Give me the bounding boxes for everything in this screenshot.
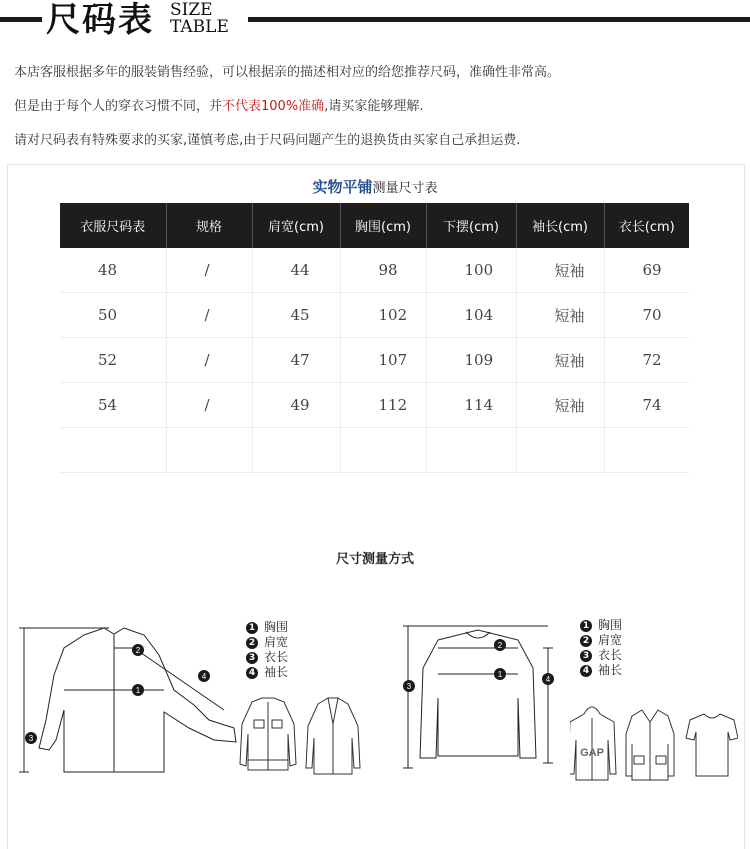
jacket-icons [234, 694, 364, 778]
legend-num: 4 [246, 667, 258, 679]
tshirt-icon [686, 714, 738, 776]
legend-label: 肩宽 [264, 635, 289, 649]
cell-spec: / [166, 248, 252, 293]
legend-num: 1 [580, 620, 592, 632]
legend-label: 衣长 [598, 648, 623, 662]
note-line-2-highlight: 不代表100%准确 [222, 99, 325, 114]
marker-1: 1 [135, 686, 141, 695]
marker-4: 4 [545, 675, 551, 684]
method-title: 尺寸测量方式 [335, 552, 414, 567]
title-en-line2: TABLE [170, 17, 229, 37]
marker-1: 1 [497, 670, 503, 679]
legend-num: 3 [580, 650, 592, 662]
marker-3: 3 [406, 682, 412, 691]
cell-chest: 112 [340, 383, 426, 428]
cell-hem: 100 [426, 248, 516, 293]
legend-num: 2 [580, 635, 592, 647]
table-header-row [60, 203, 689, 248]
table-title-rest: 测量尺寸表 [372, 181, 438, 196]
note-line-2-b: ,请买家能够理解. [324, 99, 424, 114]
legend-item [580, 633, 622, 648]
header-size: 衣服尺码表 [60, 203, 166, 248]
note-line-3: 请对尺码表有特殊要求的买家,谨慎考虑,由于尺码问题产生的退换货由买家自己承担运费. [14, 133, 521, 148]
cell-sleeve: 短袖 [516, 248, 604, 293]
cell-shoulder: 45 [252, 293, 340, 338]
marker-2: 2 [135, 646, 141, 655]
legend-item [246, 635, 288, 650]
header-spec: 规格 [166, 203, 252, 248]
legend-item [580, 648, 622, 663]
cell-sleeve: 短袖 [516, 338, 604, 383]
marker-2: 2 [497, 641, 503, 650]
legend-num: 3 [246, 652, 258, 664]
hoodie-icon [570, 707, 616, 780]
table-row-empty [60, 428, 689, 473]
notes [14, 64, 560, 166]
legend-num: 4 [580, 665, 592, 677]
table-row [60, 248, 689, 293]
cell-hem: 109 [426, 338, 516, 383]
cell-size: 54 [60, 383, 166, 428]
cell-length: 72 [604, 338, 689, 383]
legend-right [580, 618, 622, 678]
cell-chest: 102 [340, 293, 426, 338]
cell-shoulder: 49 [252, 383, 340, 428]
header-shoulder: 肩宽(cm) [252, 203, 340, 248]
cell-length: 74 [604, 383, 689, 428]
legend-item [246, 650, 288, 665]
legend-label: 胸围 [264, 620, 289, 634]
marker-4: 4 [201, 672, 207, 681]
cell-size: 52 [60, 338, 166, 383]
legend-label: 肩宽 [598, 633, 623, 647]
legend-label: 袖长 [598, 663, 623, 677]
cell-spec: / [166, 293, 252, 338]
shirt-diagram [14, 600, 250, 780]
page-header [0, 0, 750, 44]
legend-num: 2 [246, 637, 258, 649]
legend-num: 1 [246, 622, 258, 634]
header-sleeve: 袖长(cm) [516, 203, 604, 248]
cell-spec: / [166, 383, 252, 428]
sweater-diagram [398, 608, 568, 780]
cell-size: 50 [60, 293, 166, 338]
header-bar-left [0, 17, 42, 22]
table-row [60, 383, 689, 428]
legend-label: 袖长 [264, 665, 289, 679]
legend-left [246, 620, 288, 680]
page-title: 尺码表 [46, 0, 154, 40]
header-bar-right [248, 17, 750, 22]
cell-shoulder: 47 [252, 338, 340, 383]
table-row [60, 293, 689, 338]
page-title-en [170, 2, 229, 36]
legend-item [580, 663, 622, 678]
table-title-highlight: 实物平铺 [312, 178, 373, 196]
size-table [60, 203, 689, 473]
cell-sleeve: 短袖 [516, 383, 604, 428]
cell-length: 69 [604, 248, 689, 293]
cell-chest: 107 [340, 338, 426, 383]
casual-icons [570, 700, 738, 784]
hoodie-print: GAP [580, 747, 604, 759]
cell-size: 48 [60, 248, 166, 293]
cell-spec: / [166, 338, 252, 383]
cell-sleeve: 短袖 [516, 293, 604, 338]
cell-length: 70 [604, 293, 689, 338]
title-en-line1: SIZE [170, 0, 213, 20]
note-line-1: 本店客服根据多年的服装销售经验，可以根据亲的描述相对应的给您推荐尺码，准确性非常高。 [14, 65, 561, 80]
table-title [0, 176, 750, 197]
cell-shoulder: 44 [252, 248, 340, 293]
legend-item [246, 665, 288, 680]
header-chest: 胸围(cm) [340, 203, 426, 248]
legend-item [246, 620, 288, 635]
cell-hem: 114 [426, 383, 516, 428]
marker-3: 3 [28, 734, 34, 743]
header-length: 衣长(cm) [604, 203, 689, 248]
header-hem: 下摆(cm) [426, 203, 516, 248]
table-row [60, 338, 689, 383]
legend-label: 衣长 [264, 650, 289, 664]
legend-item [580, 618, 622, 633]
note-line-2 [14, 98, 560, 132]
note-line-2-a: 但是由于每个人的穿衣习惯不同，并 [14, 99, 223, 114]
cell-hem: 104 [426, 293, 516, 338]
cell-chest: 98 [340, 248, 426, 293]
legend-label: 胸围 [598, 618, 623, 632]
